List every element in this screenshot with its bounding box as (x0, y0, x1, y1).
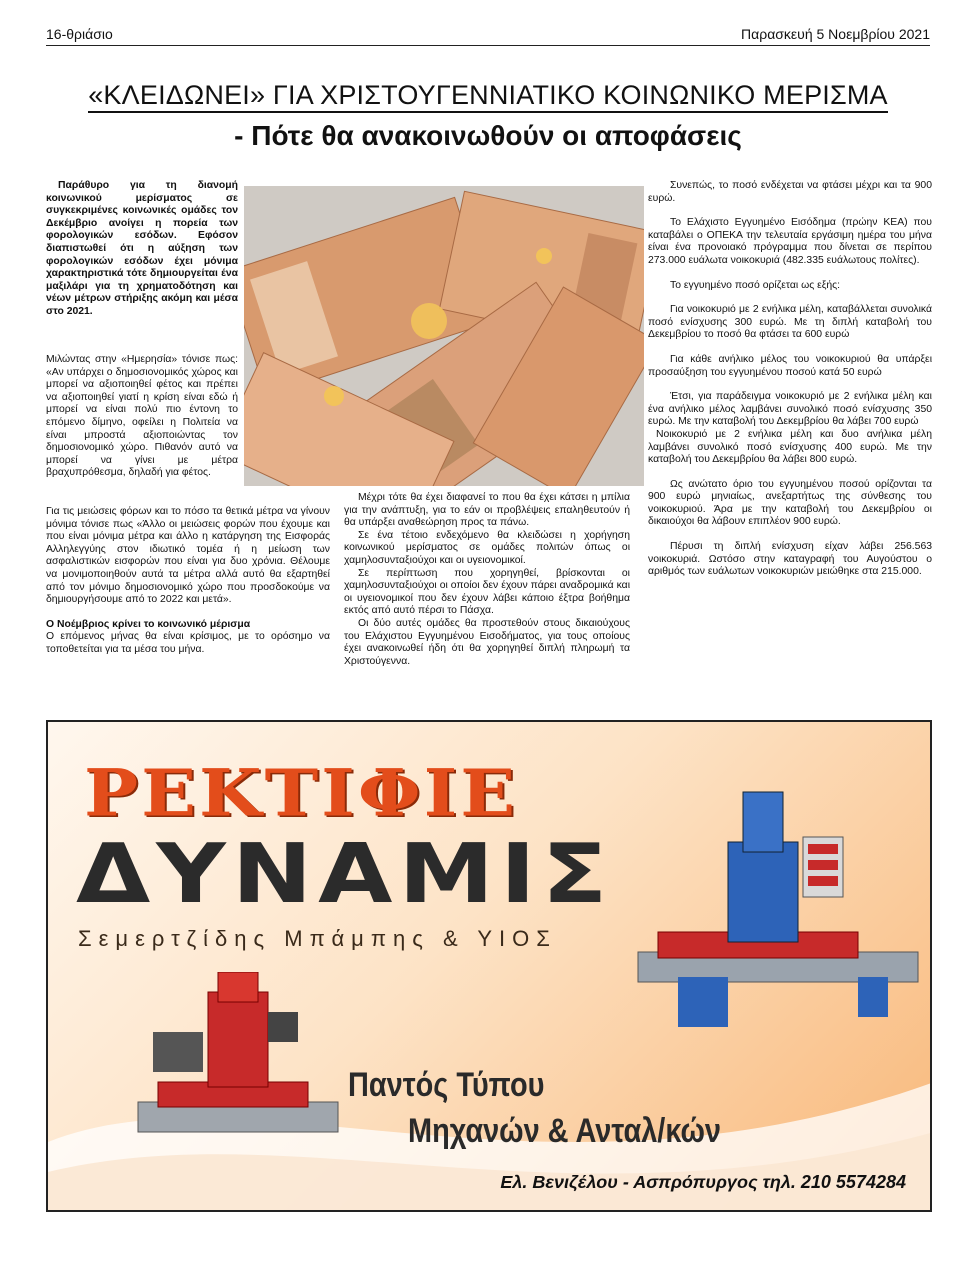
issue-date: Παρασκευή 5 Νοεμβρίου 2021 (741, 26, 930, 42)
paragraph: Πέρυσι τη διπλή ενίσχυση είχαν λάβει 256.563 νοικοκυριά. Ωστόσο στην καταγραφή του Αυγούστου ο αριθμός των ευάλωτων νοικοκυριών μειώθηκε στα 215.000. (648, 541, 932, 578)
ad-tagline-1: Παντός Τύπου (348, 1066, 545, 1104)
boring-machine-illustration (128, 972, 348, 1162)
advertisement[interactable] (46, 720, 932, 1212)
paragraph: Συνεπώς, το ποσό ενδέχεται να φτάσει μέχρι και τα 900 ευρώ. (648, 180, 932, 204)
paragraph: Μιλώντας στην «Ημερησία» τόνισε πως: «Αν υπάρχει ο δημοσιονομικός χώρος και μπορεί να αξιοποιηθεί φέτος και πρέπει να αξιοποιηθεί γιατί η κρίση είναι εδώ ή μπορεί να είναι πολύ πιο έντονη το επόμενο δίμηνο, οφείλει η Πολιτεία να είναι μπροστά αξιοποιώντας τον δημοσιονομικό χώρο. Πιθανόν αυτό να μπορεί να γίνει με μέτρα βραχυπρόθεσμα, δηλαδή για φέτος. (46, 354, 238, 479)
paragraph: Σε περίπτωση που χορηγηθεί, βρίσκονται οι χαμηλοσυνταξιούχοι οι οποίοι δεν έχουν πάρει αναδρομικά και οι υγειονομικοί που δεν έχουν λάβει κάποιο έξτρα βοήθημα εκτός από αυτό πέρσι το Πάσχα. (344, 567, 630, 617)
paragraph: Οι δύο αυτές ομάδες θα προστεθούν στους δικαιούχους του Ελάχιστου Εγγυημένου Εισοδήματος, για τους οποίους έχει ανακοινωθεί ήδη ότι θα χορηγηθεί διπλή πληρωμή τα Χριστούγεννα. (344, 617, 630, 667)
paragraph: Μέχρι τότε θα έχει διαφανεί το που θα έχει κάτσει η μπίλια για την ανάπτυξη, για το εάν οι προβλέψεις επαληθευτούν ή θα υπάρξει αναθεώρηση προς τα πάνω. (344, 492, 630, 529)
paragraph: Για τις μειώσεις φόρων και το πόσο τα θετικά μέτρα να γίνουν μόνιμα τόνισε πως «Άλλο οι μειώσεις φορών που έχουμε και που είναι μόνιμα μέτρα και άλλο η κατάργηση της Εισφοράς Αλληλεγγύης στον ιδιωτικό τομέα ή η μείωση των ασφαλιστικών εισφορών που είναι για δυο χρόνια. Θέλουμε να μονιμοποιηθούν αυτά τα μέτρα αλλά αυτό θα εξαρτηθεί από τον μόνιμο δημοσιονομικό χώρο που προσδοκούμε να δημιουργήσουμε από το 2022 και μετά». (46, 506, 330, 606)
section-heading: Ο Νοέμβριος κρίνει το κοινωνικό μέρισμα (46, 618, 251, 630)
ad-owner: Σεμερτζίδης Μπάμπης & ΥΙΟΣ (78, 926, 557, 951)
ad-contact-info[interactable]: Ελ. Βενιζέλου - Ασπρόπυργος τηλ. 210 5574284 (500, 1172, 906, 1192)
paragraph: Ως ανώτατο όριο του εγγυημένου ποσού ορίζονται τα 900 ευρώ μηνιαίως, ανεξαρτήτως της σύνθεσης του νοικοκυριού. Άρα με την καταβολή του Δεκεμβρίου οι δικαιούχοι θα λάβουν επιπλέον 900 ευρώ. (648, 478, 932, 528)
euro-banknotes-photo (244, 186, 644, 486)
ad-brand-line1: ΡΕΚΤΙΦΙΕ (84, 754, 519, 831)
milling-machine-illustration (618, 782, 928, 1052)
paragraph: Έτσι, για παράδειγμα νοικοκυριό με 2 ενήλικα μέλη και ένα ανήλικο μέλος λαμβάνει συνολικό ποσό ενίσχυσης 350 ευρώ. Με την καταβολή του Δεκεμβρίου θα λάβει 700 ευρώ (648, 391, 932, 428)
ad-brand-line2: ΔΥΝΑΜΙΣ (76, 826, 614, 922)
article-headline (46, 80, 930, 111)
banknotes-illustration (244, 186, 644, 486)
page-header (46, 24, 930, 46)
ad-tagline-2: Μηχανών & Ανταλ/κών (408, 1112, 721, 1150)
paragraph: Για κάθε ανήλικο μέλος του νοικοκυριού θα υπάρξει προσαύξηση του εγγυημένου ποσού κατά 50 ευρώ (648, 353, 932, 378)
article-lead: Παράθυρο για τη διανομή κοινωνικού μερίσματος σε συγκεκριμένες κοινωνικές ομάδες τον Δεκέμβριο ανοίγει η πορεία των φορολογικών εσόδων. Εφόσον διαπιστωθεί ότι η αύξηση των φορολογικών εσόδων έχει μόνιμα χαρακτηριστικά τότε δημιουργείται ένα μαξιλάρι για τη χρηματοδότηση και νέων μέτρων στήριξης ακόμη και μέσα στο 2021. (46, 180, 238, 317)
article-subheadline: - Πότε θα ανακοινωθούν οι αποφάσεις (234, 120, 742, 151)
page-number: 16-θριάσιο (46, 26, 113, 42)
article-column-1-wide (46, 506, 330, 669)
article-column-2 (344, 492, 630, 668)
paragraph: Νοικοκυριό με 2 ενήλικα μέλη και δυο ανήλικα μέλη λαμβάνει συνολικό ποσό ενίσχυσης 400 ευρώ. Με την καταβολή του Δεκεμβρίου θα λάβει 800 ευρώ. (648, 428, 932, 466)
headline-text: «ΚΛΕΙΔΩΝΕΙ» ΓΙΑ ΧΡΙΣΤΟΥΓΕΝΝΙΑΤΙΚΟ ΚΟΙΝΩΝΙΚΟ ΜΕΡΙΣΜΑ (88, 80, 888, 113)
paragraph: Ο επόμενος μήνας θα είναι κρίσιμος, με το ορόσημο να τοποθετείται για τα μέσα του μήνα. (46, 631, 330, 655)
paragraph: Σε ένα τέτοιο ενδεχόμενο θα κλειδώσει η χορήγηση κοινωνικού μερίσματος σε ομάδες πολιτών όπως οι χαμηλοσυνταξιούχοι και οι υγειονομικοί. (344, 529, 630, 566)
article-column-3 (648, 180, 932, 591)
paragraph: Για νοικοκυριό με 2 ενήλικα μέλη, καταβάλλεται συνολικά ποσό ενίσχυσης 300 ευρώ. Με τη διπλή καταβολή του Δεκεμβρίου το ποσό θα φτάσει τα 600 ευρώ (648, 304, 932, 341)
paragraph: Το εγγυημένο ποσό ορίζεται ως εξής: (670, 279, 841, 291)
paragraph: Το Ελάχιστο Εγγυημένο Εισόδημα (πρώην ΚΕΑ) που καταβάλει ο ΟΠΕΚΑ την τελευταία εργάσιμη ημέρα του μήνα είναι ένα προνοιακό πρόγραμμα που δίνεται σε περίπου 273.000 ευάλωτα νοικοκυριά (482.335 ευάλωτους πολίτες). (648, 217, 932, 266)
article-column-1 (46, 354, 238, 480)
